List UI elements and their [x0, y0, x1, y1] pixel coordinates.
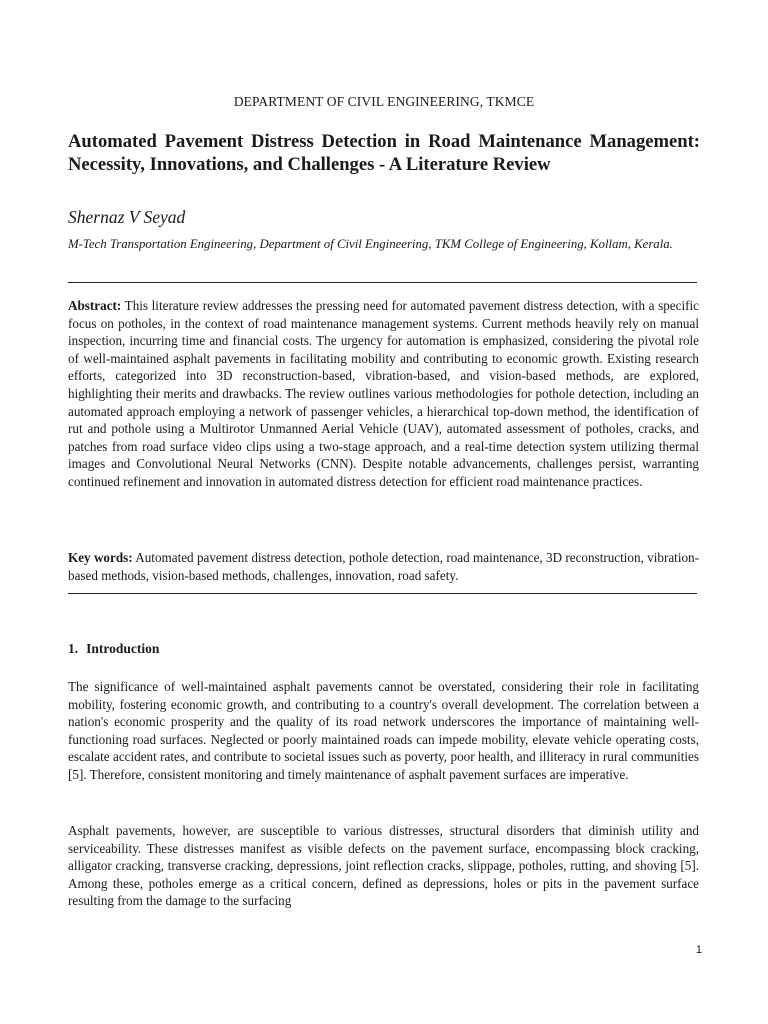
abstract-text: This literature review addresses the pressing need for automated pavement distress detection, with a specific focus on potholes, in the context of road maintenance management systems. Current methods heavily rely on manual inspection, incurring time and financial costs. The urgency for automation is emphasized, considering the pivotal role of well-maintained asphalt pavements in facilitating mobility and contributing to economic growth. Existing research efforts, categorized into 3D reconstruction-based, vibration-based, and vision-based methods, are explored, highlighting their merits and drawbacks. The review outlines various methodologies for pothole detection, including an automated approach employing a network of passenger vehicles, a hierarchical top-down method, the identification of rut and pothole using a Multirotor Unmanned Aerial Vehicle (UAV), automated assessment of potholes, cracks, and patches from road surface video clips using a two-stage approach, and a real-time detection system utilizing thermal images and Convolutional Neural Networks (CNN). Despite notable advancements, challenges persist, warranting continued refinement and innovation in automated distress detection for efficient road maintenance practices. [68, 298, 699, 489]
section-title: Introduction [86, 641, 160, 656]
keywords-label: Key words: [68, 550, 133, 565]
section-heading-introduction [68, 641, 167, 657]
abstract-label: Abstract: [68, 298, 122, 313]
department-header: DEPARTMENT OF CIVIL ENGINEERING, TKMCE [233, 94, 535, 109]
abstract-paragraph [68, 297, 699, 491]
paper-title: Automated Pavement Distress Detection in Road Maintenance Management: Necessity, Innovations, and Challenges - A Literature Review [68, 131, 700, 175]
page-number: 1 [695, 944, 702, 956]
keywords-text: Automated pavement distress detection, pothole detection, road maintenance, 3D reconstruction, vibration-based methods, vision-based methods, challenges, innovation, road safety. [68, 550, 699, 583]
author-name: Shernaz V Seyad [68, 207, 186, 227]
author-affiliation: M-Tech Transportation Engineering, Department of Civil Engineering, TKM College of Engineering, Kollam, Kerala. [68, 237, 673, 251]
bottom-divider [68, 593, 697, 594]
intro-paragraph-1: The significance of well-maintained asphalt pavements cannot be overstated, considering their role in facilitating mobility, fostering economic growth, and contributing to a country's overall development. The correlation between a nation's economic prosperity and the quality of its road network underscores the importance of maintaining well-functioning road surfaces. Neglected or poorly maintained roads can impede mobility, elevate vehicle operating costs, escalate accident rates, and contribute to societal issues such as poverty, poor health, and illiteracy in rural communities [5]. Therefore, consistent monitoring and timely maintenance of asphalt pavement surfaces are imperative. [68, 679, 699, 782]
keywords-paragraph [68, 549, 699, 584]
section-number: 1. [68, 641, 79, 656]
top-divider [68, 282, 697, 283]
intro-paragraph-2: Asphalt pavements, however, are susceptible to various distresses, structural disorders that diminish utility and serviceability. These distresses manifest as visible defects on the pavement surface, encompassing block cracking, alligator cracking, transverse cracking, depressions, joint reflection cracks, slippage, potholes, rutting, and shoving [5]. Among these, potholes emerge as a critical concern, defined as depressions, holes or pits in the pavement surface resulting from the damage to the surfacing [68, 823, 699, 909]
